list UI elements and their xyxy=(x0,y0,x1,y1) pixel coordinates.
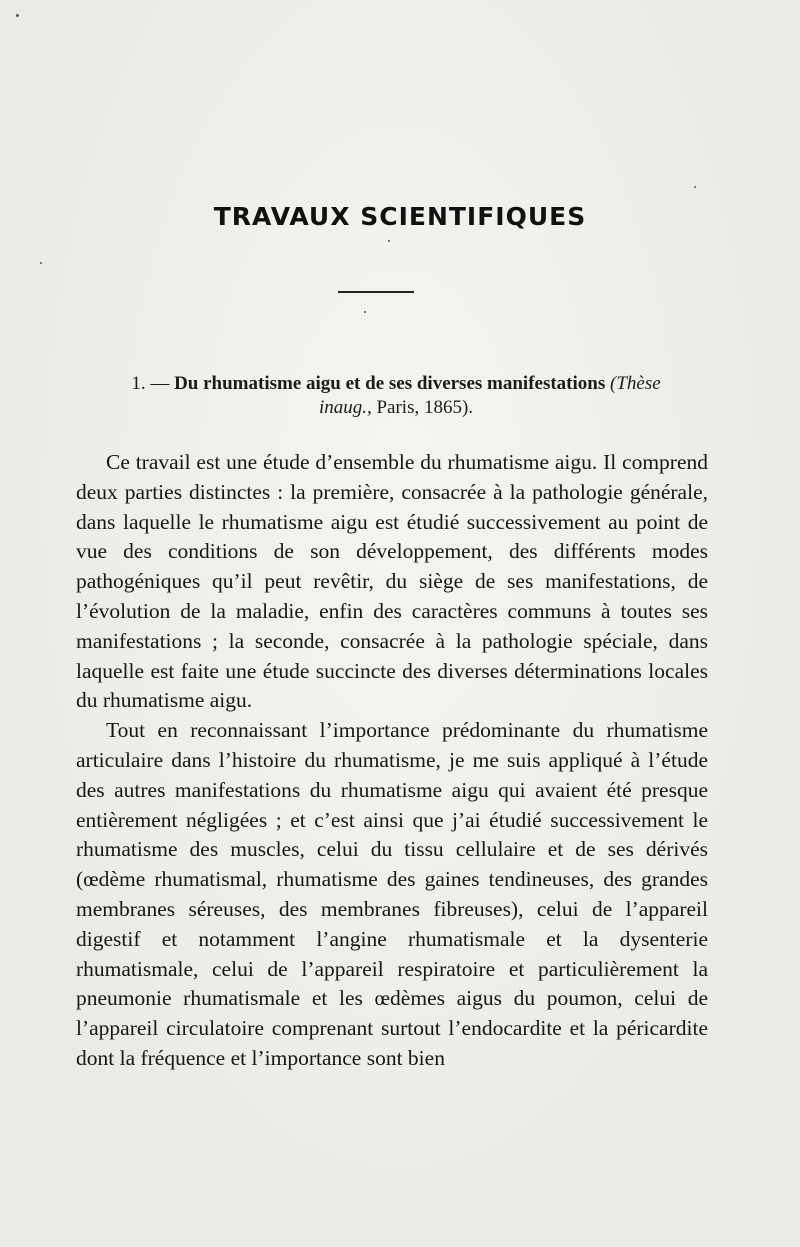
scan-speck xyxy=(40,262,42,264)
paragraph: Ce travail est une étude d’ensemble du rhumatisme aigu. Il comprend deux parties distinctes : la première, consacrée à la pathologie générale, dans laquelle le rhumatisme aigu est étudié successivement au point de vue des conditions de son développement, des différents modes pathogéniques qu’il peut revêtir, du siège de ses manifestations, de l’évolution de la maladie, enfin des caractères communs à toutes ses manifestations ; la seconde, consacrée à la pathologie spéciale, dans laquelle est faite une étude succincte des diverses déterminations locales du rhumatisme aigu. xyxy=(76,450,708,713)
entry-number: 1. — xyxy=(131,373,170,394)
scan-speck xyxy=(388,240,390,242)
paragraph: Tout en reconnaissant l’importance prédominante du rhumatisme articulaire dans l’histoire du rhumatisme, je me suis appliqué à l’étude des autres manifestations du rhumatisme aigu qui avaient été presque entièrement négligées ; et c’est ainsi que j’ai étudié successivement le rhumatisme des muscles, celui du tissu cellulaire et de ses dérivés (œdème rhumatismal, rhumatisme des gaines tendineuses, des grandes membranes séreuses, des membranes fibreuses), celui de l’appareil digestif et notamment l’angine rhumatismale et la dysenterie rhumatismale, celui de l’appareil respiratoire et particulièrement la pneumonie rhumatismale et les œdèmes aigus du poumon, celui de l’appareil circulatoire comprenant surtout l’endocardite et la péricardite dont la fréquence et l’importance sont bien xyxy=(76,718,708,1070)
page-number-mark xyxy=(340,0,420,16)
entry-thesis-inaug: inaug., xyxy=(318,397,372,418)
section-heading: TRAVAUX SCIENTIFIQUES xyxy=(213,202,587,231)
scan-speck xyxy=(16,14,19,17)
entry-title: Du rhumatisme aigu et de ses diverses manifestations xyxy=(174,373,606,394)
body-text xyxy=(76,448,708,1074)
entry-place-year: Paris, 1865). xyxy=(376,397,474,418)
heading-rule xyxy=(338,291,414,293)
publication-entry xyxy=(76,372,716,420)
bleed-through-text xyxy=(70,40,710,220)
scan-speck xyxy=(694,186,696,188)
scan-speck xyxy=(364,311,366,313)
entry-thesis-label: (Thèse xyxy=(610,373,661,394)
